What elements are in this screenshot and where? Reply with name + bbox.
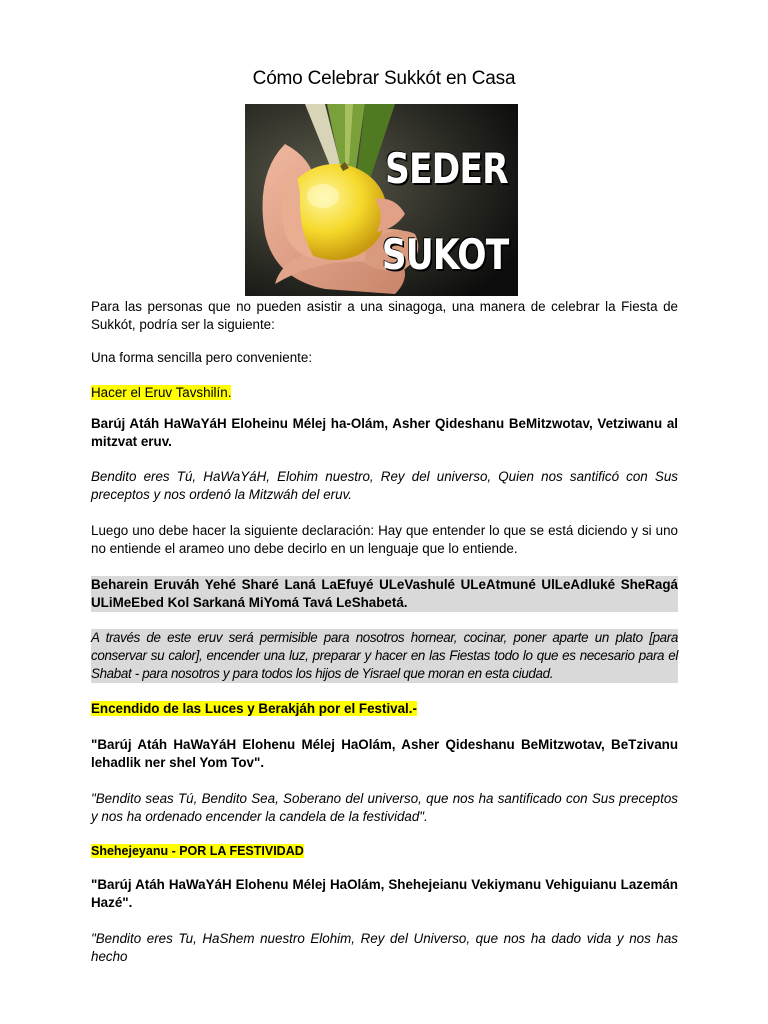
declaration-instructions: Luego uno debe hacer la siguiente declaración: Hay que entender lo que se está diciendo y si uno no entiende el arameo uno debe decirlo en un lenguaje que lo entiende.	[91, 523, 678, 556]
candles-blessing-translation: "Bendito seas Tú, Bendito Sea, Soberano del universo, que nos ha santificado con Sus preceptos y nos ha ordenado encender la candela de la festividad".	[91, 791, 678, 824]
eruv-blessing-translation: Bendito eres Tú, HaWaYáH, Elohim nuestro, Rey del universo, Quien nos santificó con Sus preceptos y nos ordenó la Mitzwáh del eruv.	[91, 469, 678, 502]
section-heading-eruv	[91, 384, 678, 402]
page-title: Cómo Celebrar Sukkót en Casa	[252, 68, 516, 89]
aramaic-declaration-translation: A través de este eruv será permisible para nosotros hornear, cocinar, poner aparte un plato [para conservar su calor], encender una luz, preparar y hacer en las Fiestas todo lo que es necesario para el Shabat - para nosotros y para todos los hijos de Yisrael que moran en esta ciudad.	[91, 630, 678, 681]
image-word-sukot: SUKOT	[381, 230, 508, 279]
aramaic-declaration: Beharein Eruváh Yehé Sharé Laná LaEfuyé ULeVashulé ULeAtmuné UlLeAdluké SheRagá ULiMeEbed Kol Sarkaná MiYomá Tavá LeShabetá.	[91, 577, 678, 610]
intro-paragraph: Para las personas que no pueden asistir a una sinagoga, una manera de celebrar la Fiesta de Sukkót, podría ser la siguiente:	[91, 299, 678, 332]
section-heading-shehejeyanu	[91, 842, 678, 860]
image-word-seder: SEDER	[385, 144, 508, 193]
eruv-blessing: Barúj Atáh HaWaYáH Eloheinu Mélej ha-Olám, Asher Qideshanu BeMitzwotav, Vetziwanu al mitzvat eruv.	[91, 416, 678, 449]
section-heading-candles-text: Encendido de las Luces y Berakjáh por el Festival.-	[91, 701, 417, 716]
section-heading-eruv-text: Hacer el Eruv Tavshilín.	[91, 385, 232, 400]
section-heading-shehejeyanu-text: Shehejeyanu - POR LA FESTIVIDAD	[91, 844, 304, 858]
shehejeyanu-blessing: "Barúj Atáh HaWaYáH Elohenu Mélej HaOlám, Shehejeianu Vekiymanu Vehiguianu Lazemán Hazé".	[91, 877, 678, 910]
shehejeyanu-blessing-translation: "Bendito eres Tu, HaShem nuestro Elohim, Rey del Universo, que nos ha dado vida y nos has hecho	[91, 931, 678, 964]
section-heading-candles	[91, 700, 678, 718]
simple-way-paragraph: Una forma sencilla pero conveniente:	[91, 350, 313, 365]
seder-sukot-image	[245, 104, 518, 296]
candles-blessing: "Barúj Atáh HaWaYáH Elohenu Mélej HaOlám, Asher Qideshanu BeMitzwotav, BeTzivanu lehadlik ner shel Yom Tov".	[91, 737, 678, 770]
